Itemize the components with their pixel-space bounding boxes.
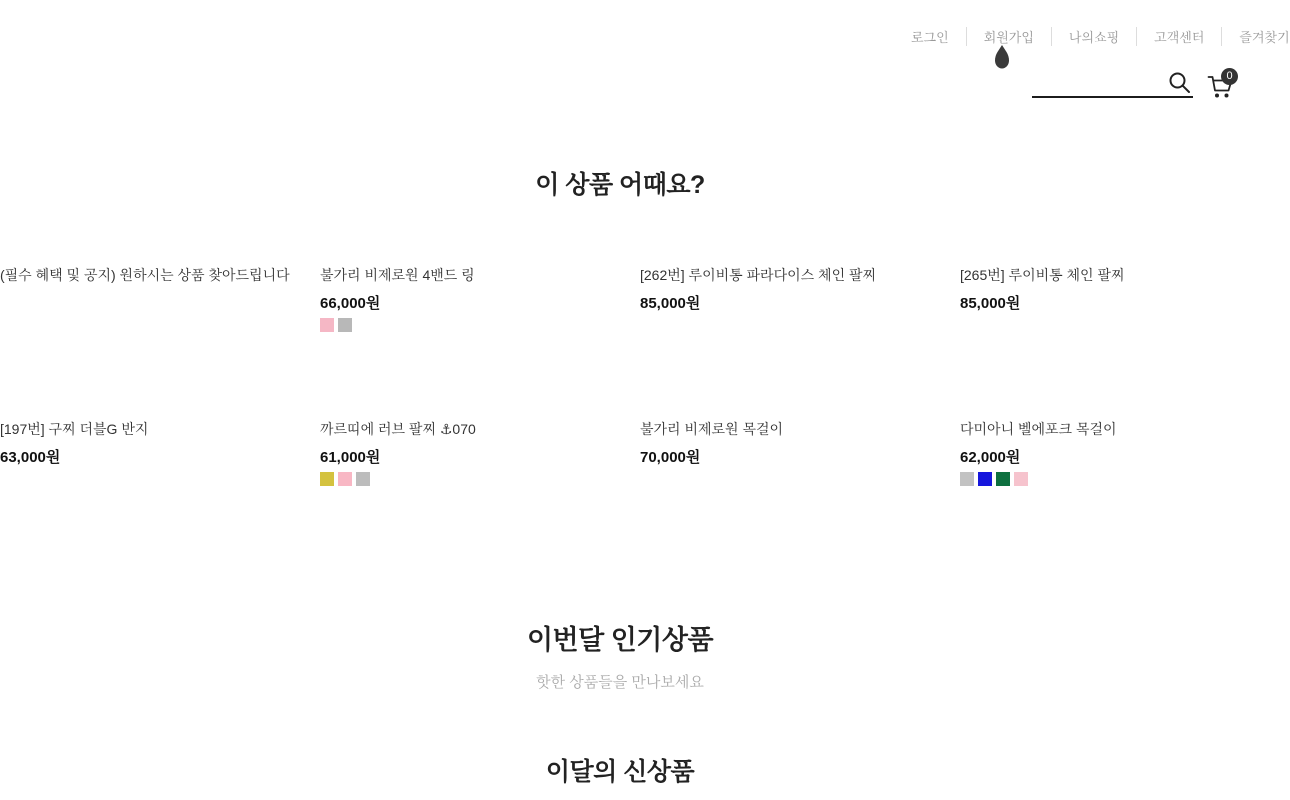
nav-item[interactable]: 회원가입: [966, 27, 1034, 46]
product-card[interactable]: [640, 266, 920, 332]
search-box: [1032, 74, 1193, 98]
product-title[interactable]: 불가리 비제로원 4밴드 링: [320, 267, 475, 283]
product-title[interactable]: 다미아니 벨에포크 목걸이: [960, 421, 1117, 437]
product-price: 70,000원: [640, 449, 701, 466]
product-color-swatches: [320, 318, 600, 332]
section-title-popular: 이번달 인기상품: [526, 625, 714, 655]
top-nav: [911, 27, 1290, 46]
product-title[interactable]: [265번] 루이비통 체인 팔찌: [960, 267, 1125, 283]
color-swatch: [320, 318, 334, 332]
product-title[interactable]: 불가리 비제로원 목걸이: [640, 421, 784, 437]
product-price: 63,000원: [0, 449, 61, 466]
nav-item[interactable]: 즐겨찾기: [1221, 27, 1289, 46]
color-swatch: [320, 472, 334, 486]
section-title-recommend: 이 상품 어때요?: [535, 171, 705, 199]
product-card[interactable]: [640, 420, 920, 486]
product-card[interactable]: [320, 420, 600, 486]
search-icon[interactable]: [1168, 71, 1191, 94]
product-card[interactable]: [320, 266, 600, 332]
product-price: 85,000원: [960, 295, 1021, 312]
cursor-artifact: [994, 45, 1010, 69]
product-card[interactable]: [0, 266, 290, 332]
product-color-swatches: [320, 472, 600, 486]
product-price: 66,000원: [320, 295, 381, 312]
color-swatch: [978, 472, 992, 486]
product-card[interactable]: [960, 266, 1240, 332]
cart-badge: 0: [1221, 68, 1238, 85]
product-card[interactable]: [960, 420, 1240, 486]
product-price: 62,000원: [960, 449, 1021, 466]
product-price: 85,000원: [640, 295, 701, 312]
product-title[interactable]: [197번] 구찌 더블G 반지: [0, 421, 149, 437]
product-title[interactable]: [262번] 루이비통 파라다이스 체인 팔찌: [640, 267, 877, 283]
color-swatch: [996, 472, 1010, 486]
product-card[interactable]: [0, 420, 280, 486]
product-price: 61,000원: [320, 449, 381, 466]
nav-item[interactable]: 로그인: [911, 30, 949, 45]
product-title[interactable]: (필수 혜택 및 공지) 원하시는 상품 찾아드립니다: [0, 267, 290, 283]
product-color-swatches: [960, 472, 1240, 486]
cart-button[interactable]: [1207, 72, 1241, 102]
nav-item[interactable]: 고객센터: [1136, 27, 1204, 46]
product-grid: [0, 266, 1240, 486]
color-swatch: [338, 472, 352, 486]
nav-item[interactable]: 나의쇼핑: [1051, 27, 1119, 46]
product-title[interactable]: 까르띠에 러브 팔찌 ⚓070: [320, 421, 476, 437]
section-title-new: 이달의 신상품: [545, 758, 695, 786]
color-swatch: [338, 318, 352, 332]
color-swatch: [1014, 472, 1028, 486]
section-subtitle-popular: 핫한 상품들을 만나보세요: [536, 674, 704, 691]
color-swatch: [356, 472, 370, 486]
color-swatch: [960, 472, 974, 486]
